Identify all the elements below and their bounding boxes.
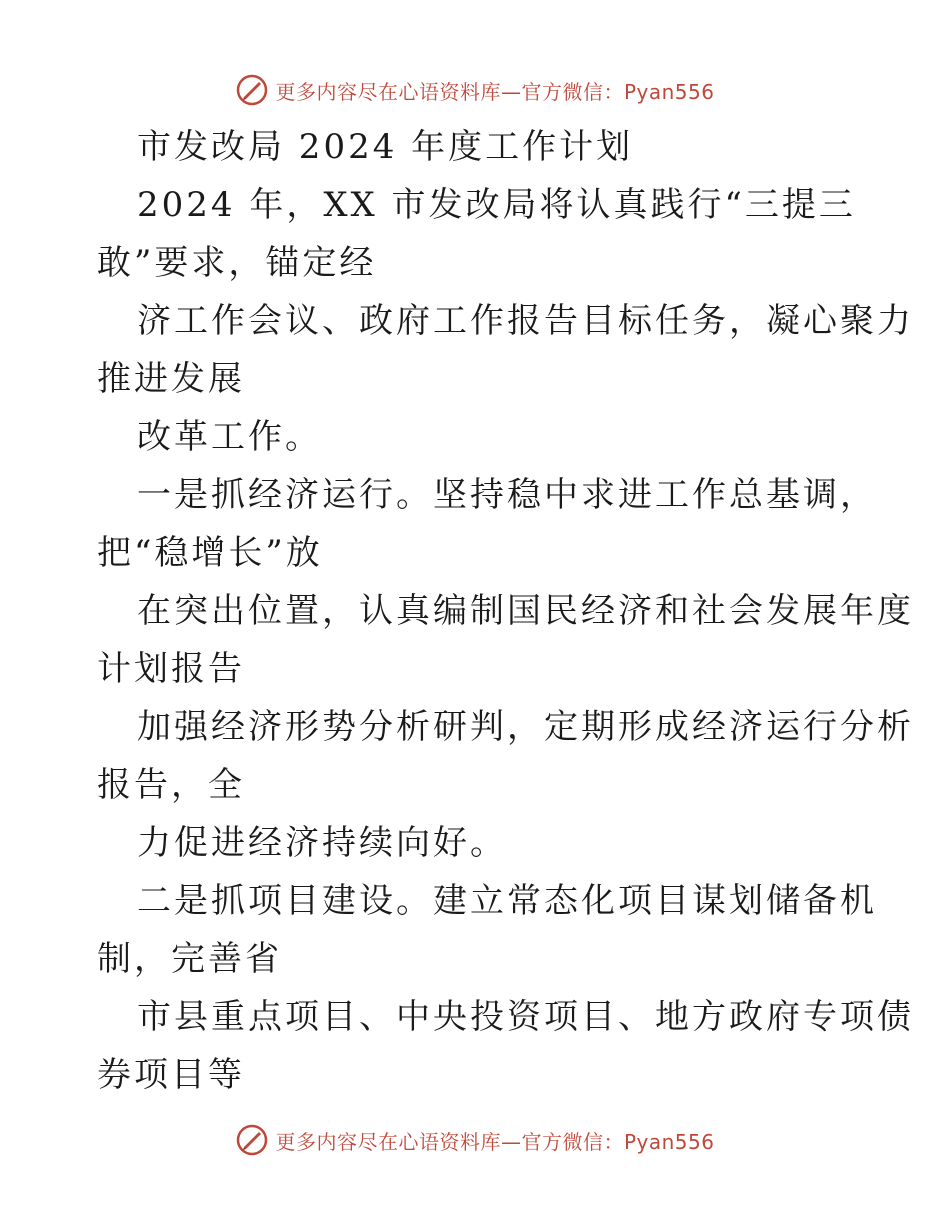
quill-stamp-icon bbox=[235, 73, 269, 107]
header-banner-text: 更多内容尽在心语资料库—官方微信：Pyan556 bbox=[275, 79, 715, 104]
paragraph-line: 济工作会议、政府工作报告目标任务，凝心聚力 bbox=[137, 301, 914, 341]
footer-banner bbox=[0, 1120, 950, 1160]
paragraph-line: 券项目等 bbox=[97, 1055, 245, 1095]
paragraph-line: 把“稳增长”放 bbox=[97, 533, 323, 573]
quill-stamp-icon bbox=[235, 1123, 269, 1157]
document-body bbox=[97, 118, 914, 1104]
paragraph-line: 力促进经济持续向好。 bbox=[137, 823, 507, 863]
paragraph-line: 一是抓经济运行。坚持稳中求进工作总基调， bbox=[137, 475, 877, 515]
paragraph-line: 改革工作。 bbox=[137, 417, 322, 457]
footer-banner-text: 更多内容尽在心语资料库—官方微信：Pyan556 bbox=[275, 1129, 715, 1154]
paragraph-line: 报告，全 bbox=[97, 765, 245, 805]
paragraph-line: 推进发展 bbox=[97, 359, 245, 399]
paragraph-line: 计划报告 bbox=[97, 649, 245, 689]
paragraph-line: 2024 年，XX 市发改局将认真践行“三提三 bbox=[137, 185, 856, 225]
paragraph-line: 二是抓项目建设。建立常态化项目谋划储备机 bbox=[137, 881, 877, 921]
header-banner bbox=[0, 70, 950, 110]
paragraph-line: 制，完善省 bbox=[97, 939, 282, 979]
paragraph-line: 加强经济形势分析研判，定期形成经济运行分析 bbox=[137, 707, 914, 747]
paragraph-line: 敢”要求，锚定经 bbox=[97, 243, 377, 283]
document-title: 市发改局 2024 年度工作计划 bbox=[137, 127, 634, 167]
paragraph-line: 在突出位置，认真编制国民经济和社会发展年度 bbox=[137, 591, 914, 631]
paragraph-line: 市县重点项目、中央投资项目、地方政府专项债 bbox=[137, 997, 914, 1037]
